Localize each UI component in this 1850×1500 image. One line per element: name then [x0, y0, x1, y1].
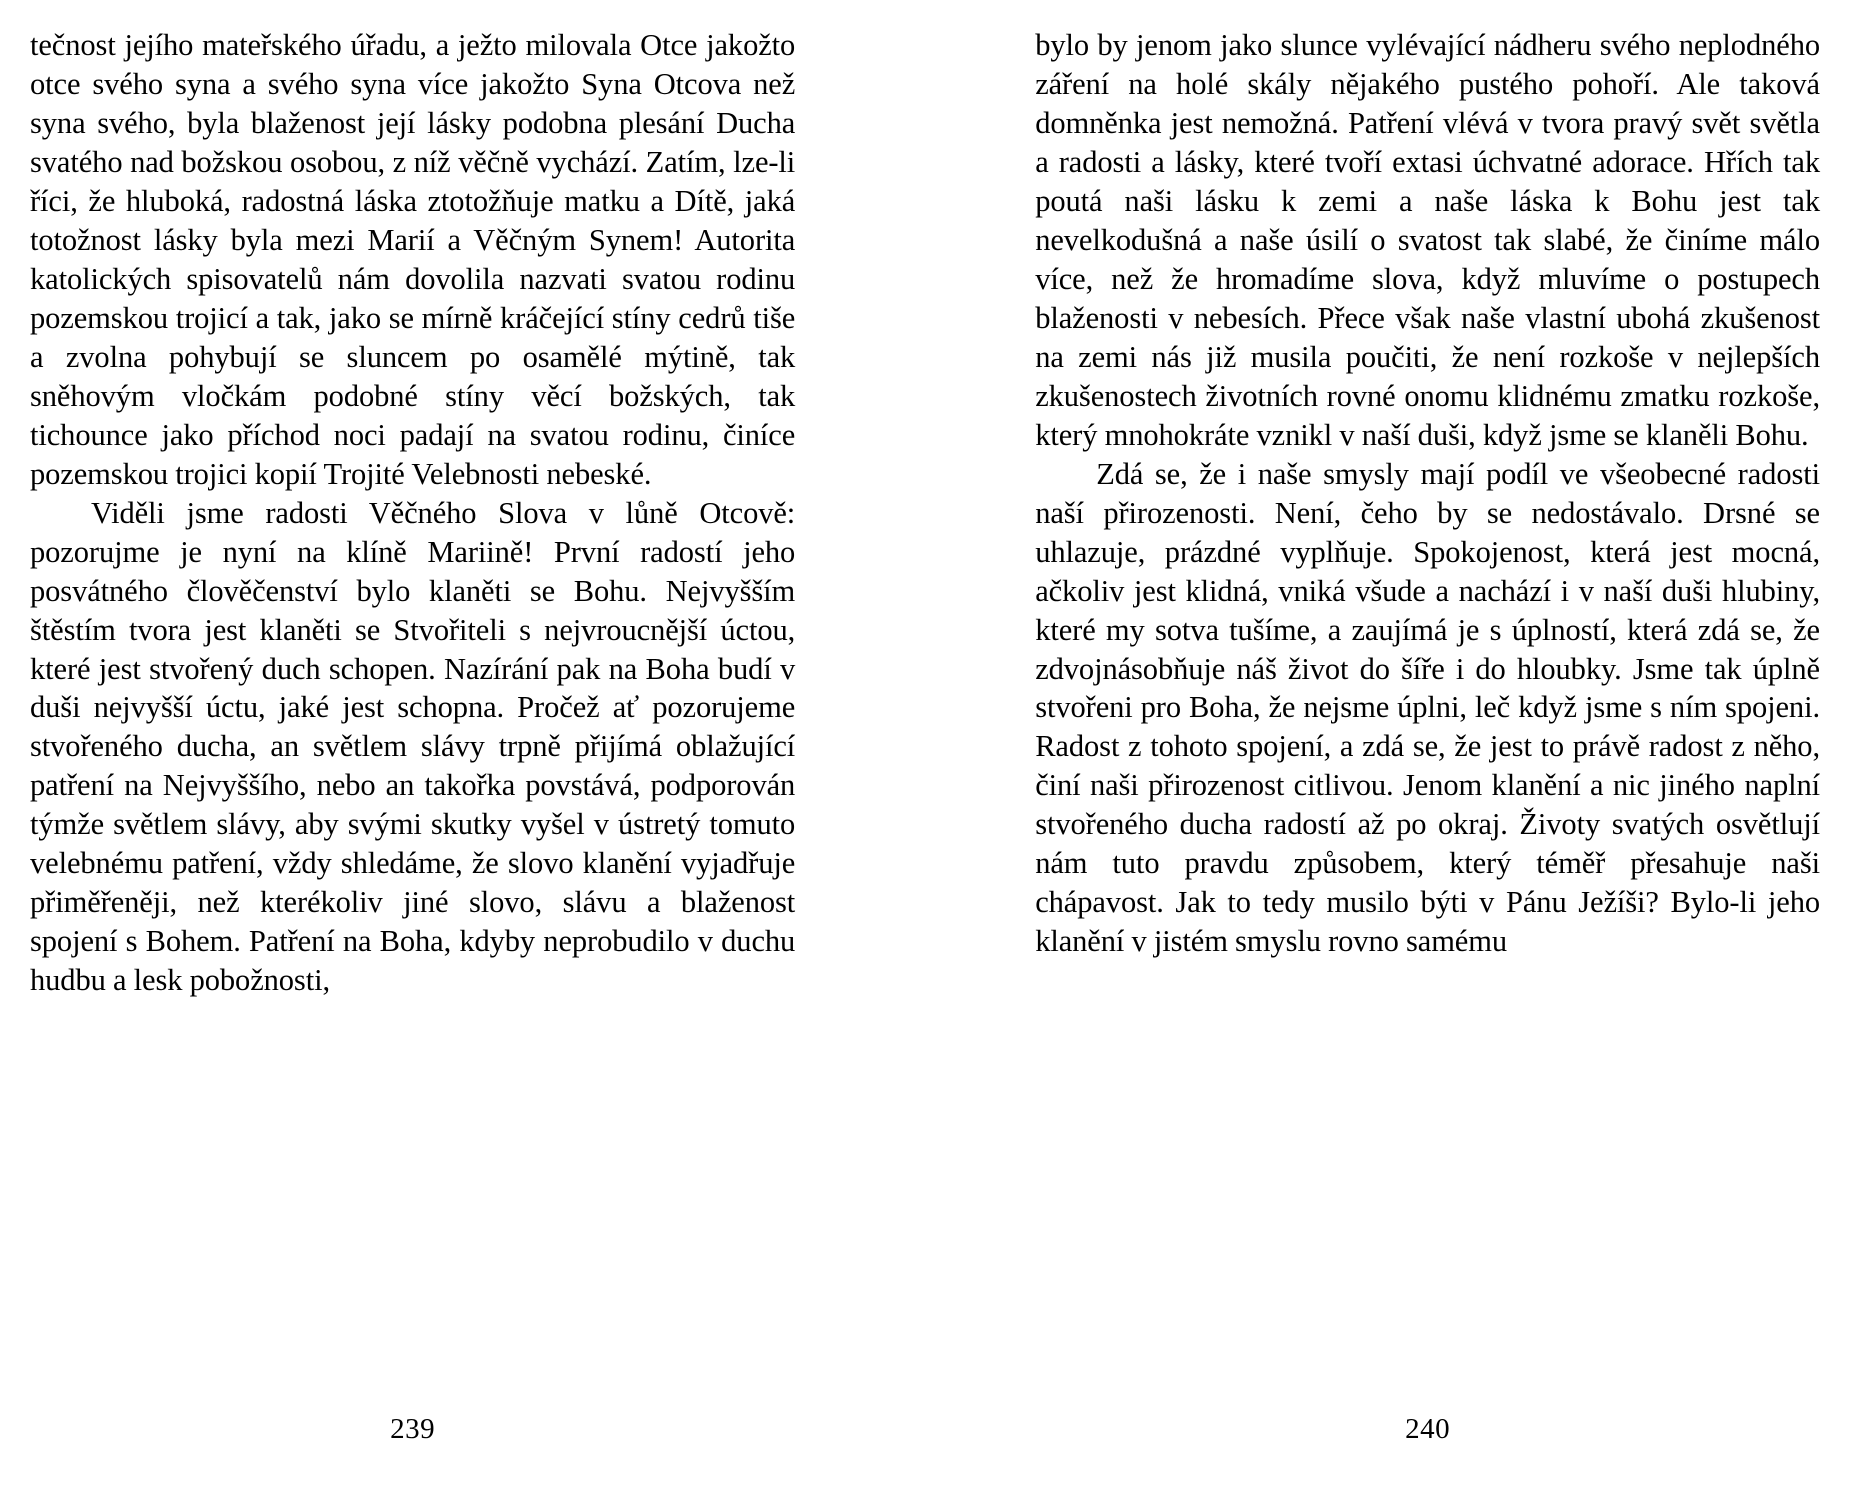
paragraph: tečnost jejího mateřského úřadu, a ježto milovala Otce jakožto otce svého syna a svého syna více jakožto Syna Otcova než syna svého, byla blaženost její lásky podobna plesání Ducha svatého nad božskou osobou, z níž věčně vychází. Zatím, lze-li říci, že hluboká, radostná láska ztotožňuje matku a Dítě, jaká totožnost lásky byla mezi Marií a Věčným Synem! Autorita katolických spisovatelů nám dovolila nazvati svatou rodinu pozemskou trojicí a tak, jako se mírně kráčející stíny cedrů tiše a zvolna pohybují se sluncem po osamělé mýtině, tak sněhovým vločkám podobné stíny věcí božských, tak tichounce jako příchod noci padají na svatou rodinu, činíce pozemskou trojici kopií Trojité Velebnosti nebeské.: [30, 28, 796, 491]
right-page: [915, 26, 1820, 1500]
page-number: 240: [1405, 1413, 1451, 1445]
right-page-text-column: [1035, 26, 1820, 961]
paragraph: bylo by jenom jako slunce vylévající nádheru svého neplodného záření na holé skály nějakého pustého pohoří. Ale taková domněnka jest nemožná. Patření vlévá v tvora pravý svět světla a radosti a lásky, které tvoří extasi úchvatné adorace. Hřích tak poutá naši lásku k zemi a naše láska k Bohu jest tak nevelkodušná a naše úsilí o svatost tak slabé, že činíme málo více, než že hromadíme slova, když mluvíme o postupech blaženosti v nebesích. Přece však naše vlastní ubohá zkušenost na zemi nás již musila poučiti, že není rozkoše v nejlepších zkušenostech životních rovné onomu klidnému zmatku rozkoše, který mnohokráte vznikl v naší duši, když jsme se klaněli Bohu.: [1035, 28, 1820, 452]
paragraph: Zdá se, že i naše smysly mají podíl ve všeobecné radosti naší přirozenosti. Není, čeho by se nedostávalo. Drsné se uhlazuje, prázdné vyplňuje. Spokojenost, která jest mocná, ačkoliv jest klidná, vniká všude a nachází i v naší duši hlubiny, které my sotva tušíme, a zaujímá je s úplností, která zdá se, že zdvojnásobňuje náš život do šíře i do hloubky. Jsme tak úplně stvořeni pro Boha, že nejsme úplni, leč když jsme s ním spojeni. Radost z tohoto spojení, a zdá se, že jest to právě radost z něho, činí naši přirozenost citlivou. Jenom klanění a nic jiného naplní stvořeného ducha radostí až po okraj. Životy svatých osvětlují nám tuto pravdu způsobem, který téměř přesahuje naši chápavost. Jak to tedy musilo býti v Pánu Ježíši? Bylo-li jeho klanění v jistém smyslu rovno samému: [1035, 456, 1820, 959]
left-page: [30, 26, 915, 1500]
left-page-text-column: [30, 26, 795, 1000]
page-number: 239: [390, 1413, 436, 1445]
paragraph: Viděli jsme radosti Věčného Slova v lůně Otcově: pozorujme je nyní na klíně Mariině! První radostí jeho posvátného člověčenství bylo klaněti se Bohu. Nejvyšším štěstím tvora jest klaněti se Stvořiteli s nejvroucnější úctou, které jest stvořený duch schopen. Nazírání pak na Boha budí v duši nejvyšší úctu, jaké jest schopna. Pročež ať pozorujeme stvořeného ducha, an světlem slávy trpně přijímá oblažující patření na Nejvyššího, nebo an takořka povstává, podporován týmže světlem slávy, aby svými skutky vyšel v ústretý tomuto velebnému patření, vždy shledáme, že slovo klanění vyjadřuje přiměřeněji, než kterékoliv jiné slovo, slávu a blaženost spojení s Bohem. Patření na Boha, kdyby neprobudilo v duchu hudbu a lesk pobožnosti,: [30, 495, 796, 998]
